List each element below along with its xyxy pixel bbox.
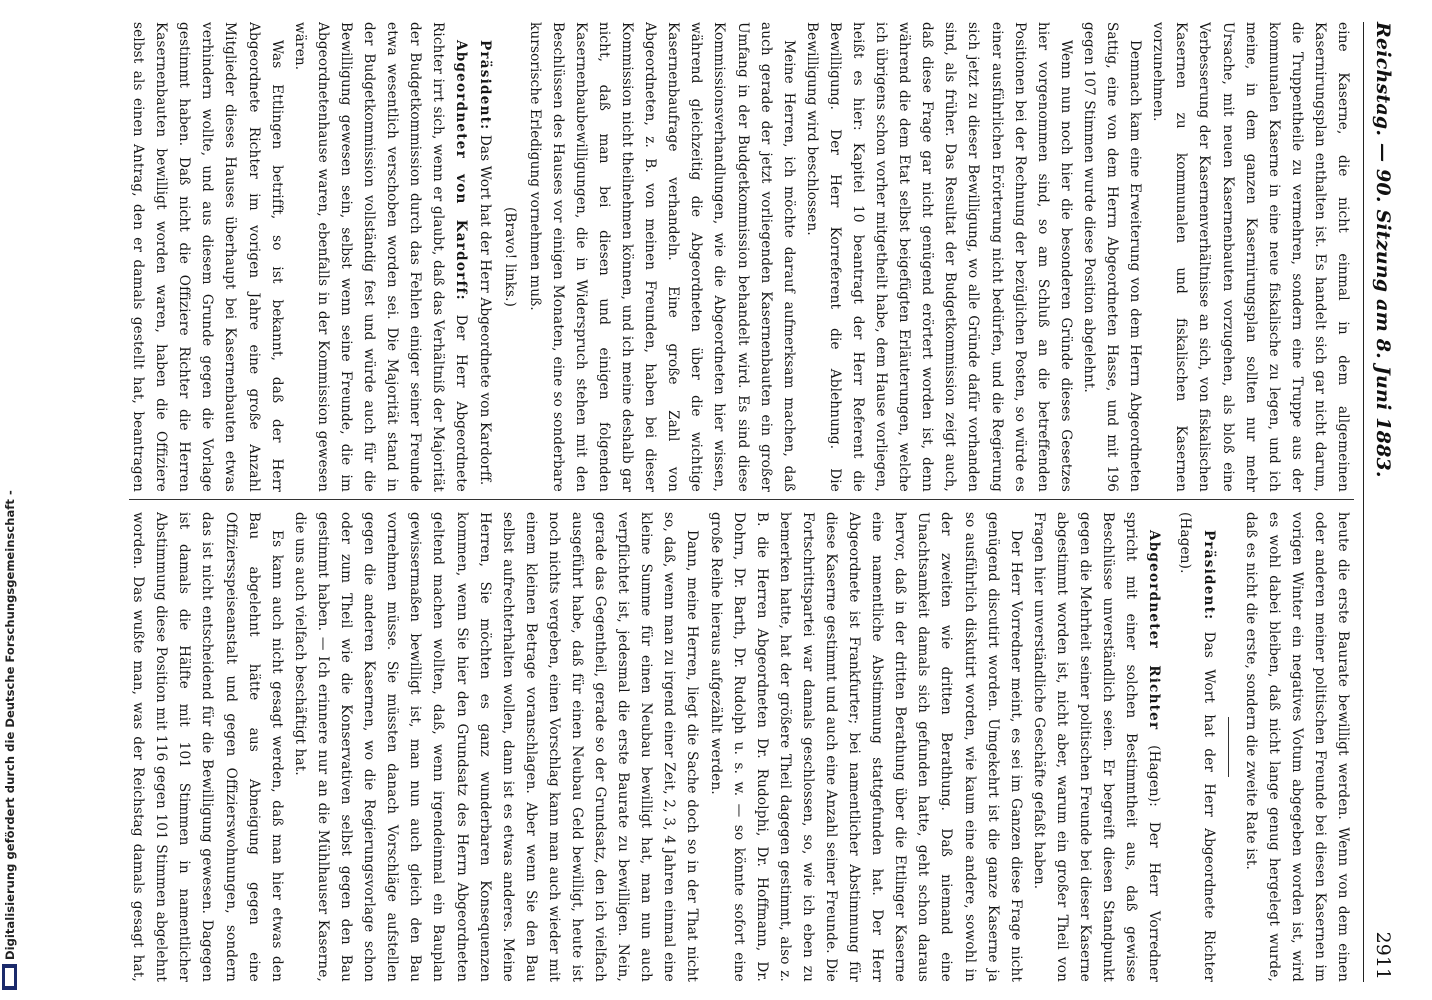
paragraph: eine Kaserne, die nicht einmal in dem allgemeinen Kasernirungsplan enthalten ist. Es handelt sich gar nicht darum, die Truppentheile zu vermehren, sondern eine Truppe aus der kommunalen Kaserne in eine neue fiskalische zu legen, und ich meine, in dem ganzen Kasernirungsplan sollten nur mehr Ursache, mit neuen Kasernenbauten vorzugehen, als bloß eine Verbesserung der Kasernenverhältnisse an sich, von fiskalischen Kasernen zu kommunalen und fiskalischen Kasernen vorzunehmen. — [1150, 22, 1351, 492]
paragraph: Meine Herren, ich möchte darauf aufmerksam machen, daß auch gerade der jetzt vorliegenden Kasernenbauten ein großer Umfang in der Budgetkommission behandelt wird. Es sind diese Kommissionsverhandlungen, wie die Abgeordneten hier wissen, während gleichzeitig die Abgeordneten über die wichtige Kasernenbaufrage verhandeln. Eine große Zahl von Abgeordneten, z. B. von meinen Freunden, haben bei dieser Kommission nicht theilnehmen können, und ich meine deshalb gar nicht, daß man bei diesen und einigen folgenden Kasernenbaubewilligungen, die in Widerspruch stehen mit den Beschlüssen des Hauses vor einigen Monaten, eine so sonderbare kursorische Erledigung vornehmen muß. — [526, 22, 797, 492]
speaker-label: Präsident: — [1200, 530, 1217, 621]
speaker-label: Abgeordneter Richter — [1146, 530, 1163, 731]
page-number: 2911 — [1372, 931, 1394, 980]
section-separator — [1228, 717, 1229, 777]
speech-text: Das Wort hat der Herr Abgeordnete Richter (Hagen). — [1177, 512, 1217, 982]
scanned-page — [120, 8, 1412, 992]
speaker-paragraph — [1027, 512, 1166, 982]
paragraph: Dann, meine Herren, liegt die Sache doch so in der That nicht so, daß, wenn man zu irgend einer Zeit, 2, 3, 4 Jahren einmal eine kleine Summe für einen Neubau bewilligt hat, man nun auch verpflichtet ist, jedesmal die erste Baurate zu bewilligen. Nein, gerade das Gegentheil, gerade so der Grundsatz, den ich vielfach ausgeführt habe, daß für einen Neubau Geld bewilligt, heute ist noch nichts vergeben, einen Vorschlag kann man auch wieder mit einem kleinen Betrage voranschlagen. Aber wenn Sie den Bau selbst aufrechterhalten wollen, dann ist es etwas anderes. Meine Herren, Sie möchten es ganz wunderbaren Konsequenzen kommen, wenn Sie hier den Grundsatz des Herrn Abgeordneten geltend machen wollten, daß, wenn irgendeinmal ein Bauplan gewissermaßen bewilligt ist, man nun auch gleich den Bau vornehmen müsse. Sie müssten danach Vorschläge aufstellen gegen die anderen Kasernen, wo die Regierungsvorlage schon oder zum Theil wie die Konservativen selbst gegen den Bau gestimmt haben. — Ich erinnere nur an die Mühlhauser Kaserne, die uns auch vielfach beschäftigt hat. — [291, 512, 701, 982]
speaker-label: Präsident: — [476, 40, 493, 131]
page-header — [1356, 22, 1400, 982]
paragraph: Es kann auch nicht gesagt werden, daß man hier etwas den Bau abgelehnt hätte aus Abneigung gegen eine Offiziersspeiseanstalt und gegen Offizierswohnungen, sondern das ist nicht entscheidend für die Bewilligung gewesen. Dagegen ist damals die Hälfte mit 101 Stimmen in namentlicher Abstimmung diese Position mit 116 gegen 101 Stimmen abgelehnt worden. Das wußte man, was der Reichstag damals gesagt hat, — [130, 512, 285, 982]
text-column-right — [129, 512, 1354, 982]
column-divider — [129, 499, 1354, 500]
speaker-paragraph — [288, 22, 473, 492]
header-rule — [1363, 22, 1364, 982]
speaker-paragraph — [472, 22, 495, 492]
paragraph: Der Herr Vorredner meint, es sei im Ganzen diese Frage nicht genügend discutirt worden. Umgekehrt ist die ganze Kaserne ja so ausführlich diskutirt worden, wie kaum eine andere, sowohl in der zweiten wie dritten Berathung. Daß niemand eine Unachtsamkeit damals sich gefunden hatte, geht schon daraus hervor, daß in der dritten Berathung über die Ettlinger Kaserne eine namentliche Abstimmung stattgefunden hat. Der Herr Abgeordnete ist Frankfurter; bei namentlicher Abstimmung für diese Kaserne gestimmt und auch eine Anzahl seiner Freunde. Die Fortschrittspartei war damals geschlossen, so, wie ich eben zu bemerken hatte, hat der größere Theil dagegen gestimmt, also z. B. die Herren Abgeordneten Dr. Rudolphi, Dr. Hoffmann, Dr. Dohrn, Dr. Barth, Dr. Rudolph u. s. w. — so könnte sofort eine große Reihe hieraus aufgezählt werden. — [707, 512, 1024, 982]
funding-credit: Digitalisierung gefördert durch die Deutsche Forschungsgemeinschaft - — [3, 490, 17, 960]
speaker-label: Abgeordneter von Kardorff: — [453, 40, 470, 301]
paragraph: Demnach kam eine Erweiterung von dem Herrn Abgeordneten Sattig, eine von dem Herrn Abgeordneten Hasse, und mit 196 gegen 107 Stimmen wurde diese Position abgelehnt. — [1080, 22, 1144, 492]
running-title: Reichstag. — 90. Sitzung am 8. Juni 1883. — [1372, 22, 1394, 478]
speech-text: (Hagen): Der Herr Vorredner spricht mit einer solchen Bestimmtheit aus, daß gewisse Beschlüsse unverständlich seien. Er begreift diesen Standpunkt gegen die Mehrheit seiner politischen Freunde bei dieser Kaserne abgestimmt worden ist, nicht aber, warum ein großer Theil von Fragen hier unverständliche Geschäfte gefaßt haben. — [1030, 512, 1163, 982]
paragraph: Was Ettlingen betrifft, so ist bekannt, daß der Herr Abgeordnete Richter im vorigen Jahre eine große Anzahl Mitglieder dieses Hauses überhaupt bei Kasernenbauten etwas verhindern wollte, und aus diesem Grunde gegen die Vorlage gestimmt haben. Daß nicht die Offiziere Richter die Herren Kasernenbauten bewilligt worden waren, haben die Offiziere selbst als einen Antrag, den er damals gestellt hat, beantragen — [130, 22, 285, 492]
speaker-paragraph — [1173, 512, 1219, 982]
footer-strip — [0, 0, 22, 1000]
paragraph: Wenn nun noch hier die besonderen Gründe dieses Gesetzes hier vorgenommen sind, so am Schluß an die betreffenden Positionen bei der Rechnung der bezüglichen Posten, so würde es einer ausführlichen Erörterung nicht bedürfen, und die Regierung sich jetzt zu dieser Bewilligung, wo alle Gründe dafür vorhanden sind, als früher. Das Resultat der Budgetkommission zeigt auch, daß diese Frage gar nicht genügend erörtert worden ist, denn während die dem Etat selbst beigefügten Erläuterungen, welche ich übrigens schon vorher mitgetheilt habe, dem Hause vorliegen, heißt es hier: Kapitel 10 beantragt der Herr Referent die Bewilligung. Der Herr Korreferent die Ablehnung. Die Bewilligung wird beschlossen. — [803, 22, 1074, 492]
speech-text: Der Herr Abgeordnete Richter irrt sich, wenn er glaubt, daß das Verhältniß der Majorität der Budgetkommission durch das Fehlen einiger seiner Freunde etwa wesentlich verschoben worden sei. Die Majorität stand in der Budgetkommission vollständig fest und würde auch für die Bewilligung gewesen sein, selbst wenn seine Freunde, die im Abgeordnetenhause waren, ebenfalls in der Kommission gewesen wären. — [291, 22, 470, 492]
applause-note: (Bravo! links.) — [501, 206, 518, 308]
text-column-left — [129, 22, 1354, 492]
speech-text: Das Wort hat der Herr Abgeordnete von Kardorff. — [476, 134, 493, 486]
paragraph: heute die erste Baurate bewilligt werden. Wenn von dem einen oder anderen meiner politischen Freunde bei diesen Kasernen im vorigen Winter ein negatives Votum abgegeben worden ist, wird es wohl dabei bleiben, daß nicht lange genug hergelegt wurde, daß es nicht die erste, sondern die zweite Rate ist. — [1242, 512, 1351, 982]
dfg-logo-icon — [2, 964, 17, 990]
